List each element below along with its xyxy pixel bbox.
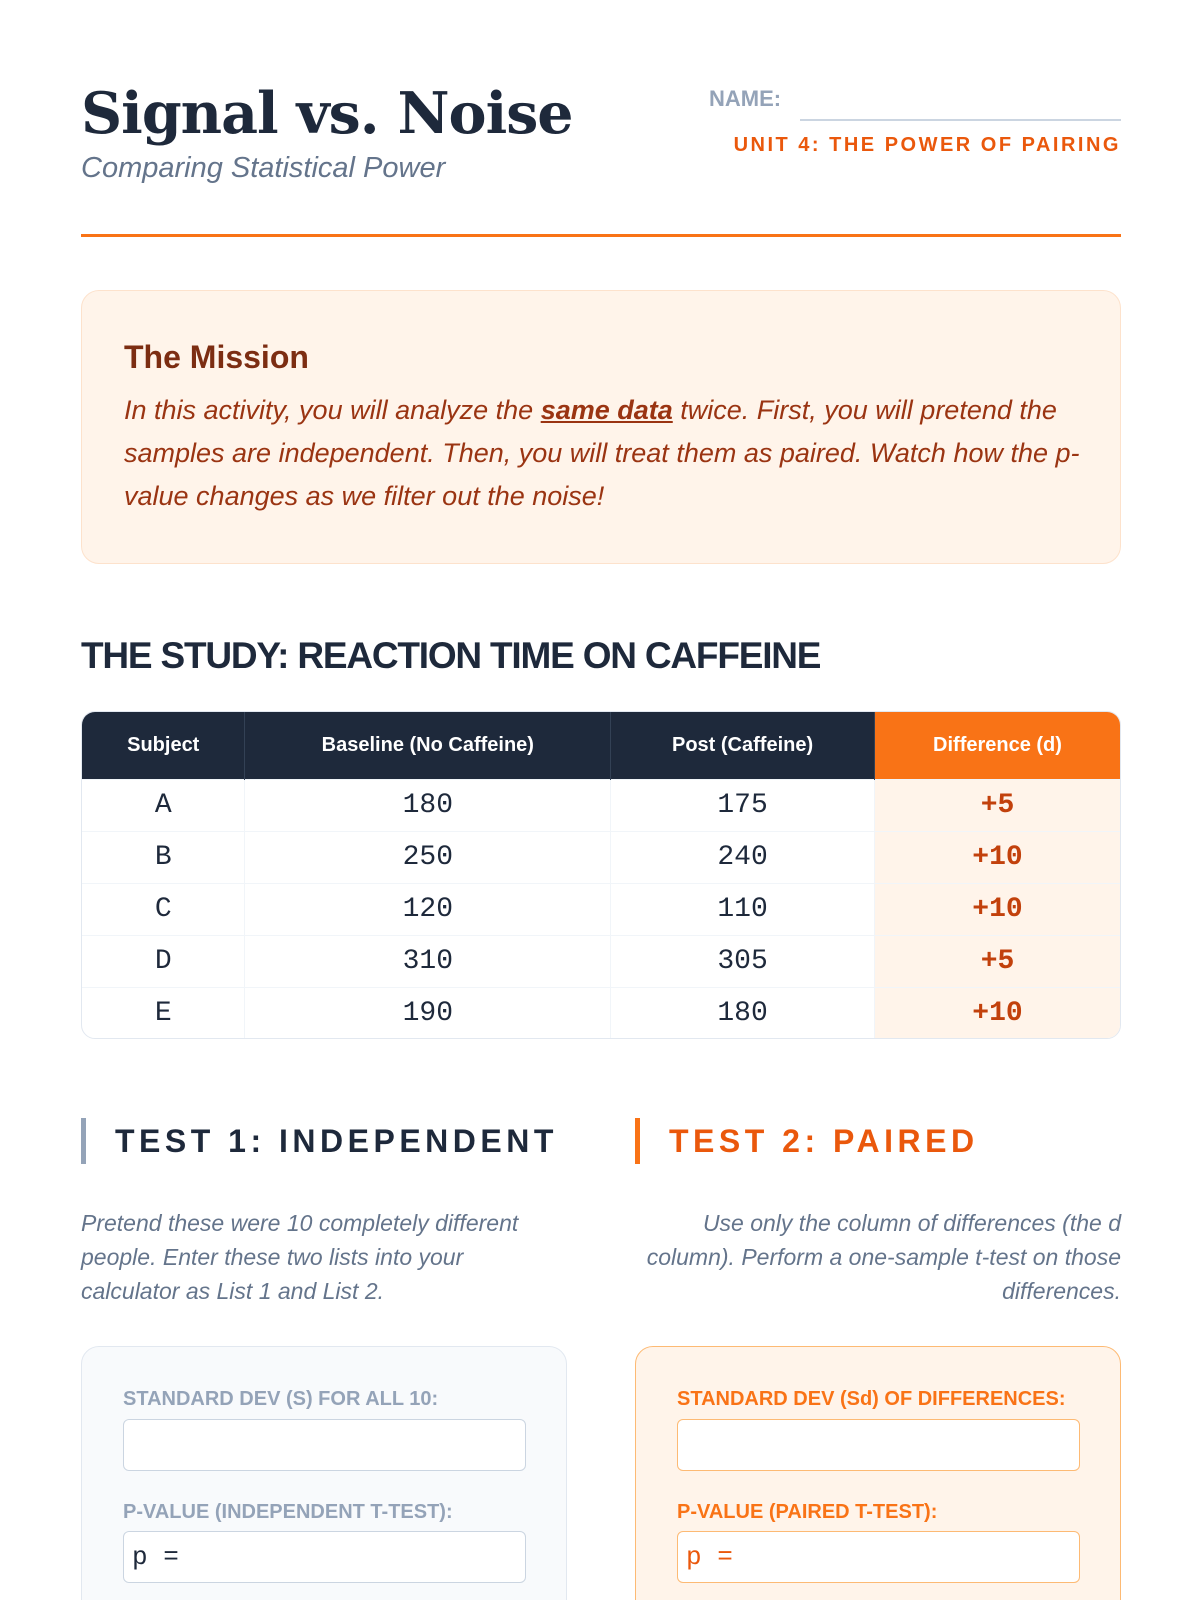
mission-text bbox=[124, 389, 1084, 518]
test1-sd-label: STANDARD DEV (S) FOR ALL 10: bbox=[123, 1388, 439, 1410]
cell-difference: +10 bbox=[874, 883, 1120, 935]
mission-text-before: In this activity, you will analyze the bbox=[124, 395, 541, 425]
test2-accent-bar bbox=[635, 1118, 640, 1164]
mission-box bbox=[81, 290, 1121, 564]
header-divider bbox=[81, 234, 1121, 237]
column-header-post: Post (Caffeine) bbox=[611, 712, 875, 779]
test2-answer-card bbox=[635, 1346, 1121, 1600]
table-header-row bbox=[82, 712, 1120, 779]
cell-difference: +10 bbox=[874, 987, 1120, 1039]
test2-p-label: P-VALUE (PAIRED T-TEST): bbox=[677, 1501, 938, 1523]
test2-description: Use only the column of differences (the d column). Perform a one-sample t-test on those differences. bbox=[646, 1210, 1121, 1304]
cell-post: 110 bbox=[611, 883, 875, 935]
test2-sd-input[interactable] bbox=[677, 1419, 1080, 1471]
name-input-line[interactable] bbox=[800, 119, 1121, 121]
cell-post: 305 bbox=[611, 935, 875, 987]
table-row bbox=[82, 883, 1120, 935]
cell-subject: E bbox=[82, 987, 245, 1039]
test2-p-input[interactable]: p = bbox=[677, 1531, 1080, 1583]
cell-subject: B bbox=[82, 831, 245, 883]
test1-sd-input[interactable] bbox=[123, 1419, 526, 1471]
column-header-baseline: Baseline (No Caffeine) bbox=[245, 712, 611, 779]
test1-accent-bar bbox=[81, 1118, 86, 1164]
cell-post: 175 bbox=[611, 779, 875, 831]
cell-subject: C bbox=[82, 883, 245, 935]
test2-title: TEST 2: PAIRED bbox=[669, 1123, 979, 1159]
column-header-subject: Subject bbox=[82, 712, 245, 779]
test1-title: TEST 1: INDEPENDENT bbox=[115, 1123, 558, 1159]
cell-baseline: 190 bbox=[245, 987, 611, 1039]
cell-post: 240 bbox=[611, 831, 875, 883]
cell-baseline: 180 bbox=[245, 779, 611, 831]
table-row bbox=[82, 935, 1120, 987]
cell-difference: +5 bbox=[874, 935, 1120, 987]
cell-baseline: 120 bbox=[245, 883, 611, 935]
cell-difference: +10 bbox=[874, 831, 1120, 883]
unit-label: UNIT 4: THE POWER OF PAIRING bbox=[733, 134, 1121, 156]
page-title: Signal vs. Noise bbox=[81, 80, 573, 147]
cell-subject: D bbox=[82, 935, 245, 987]
name-field-row bbox=[709, 86, 1121, 122]
mission-emphasis: same data bbox=[540, 395, 673, 425]
cell-post: 180 bbox=[611, 987, 875, 1039]
study-table bbox=[81, 711, 1121, 1039]
table-row bbox=[82, 987, 1120, 1039]
mission-title: The Mission bbox=[124, 339, 309, 375]
mission-text-after: twice. First, you will pretend the samples are independent. Then, you will treat them as paired. Watch how the p-value changes as we filter out the noise! bbox=[124, 395, 1080, 511]
cell-baseline: 250 bbox=[245, 831, 611, 883]
cell-subject: A bbox=[82, 779, 245, 831]
test2-sd-label: STANDARD DEV (Sd) OF DIFFERENCES: bbox=[677, 1388, 1066, 1410]
cell-difference: +5 bbox=[874, 779, 1120, 831]
page-subtitle: Comparing Statistical Power bbox=[81, 152, 446, 184]
table-row bbox=[82, 831, 1120, 883]
test1-description: Pretend these were 10 completely different people. Enter these two lists into your calculator as List 1 and List 2. bbox=[81, 1210, 519, 1304]
study-heading: THE STUDY: REACTION TIME ON CAFFEINE bbox=[81, 635, 821, 676]
name-label: NAME: bbox=[709, 86, 782, 111]
table-row bbox=[82, 779, 1120, 831]
cell-baseline: 310 bbox=[245, 935, 611, 987]
test1-p-label: P-VALUE (INDEPENDENT T-TEST): bbox=[123, 1501, 453, 1523]
test1-answer-card bbox=[81, 1346, 567, 1600]
column-header-difference: Difference (d) bbox=[874, 712, 1120, 779]
worksheet-page bbox=[81, 0, 1121, 1600]
test1-p-input[interactable]: p = bbox=[123, 1531, 526, 1583]
